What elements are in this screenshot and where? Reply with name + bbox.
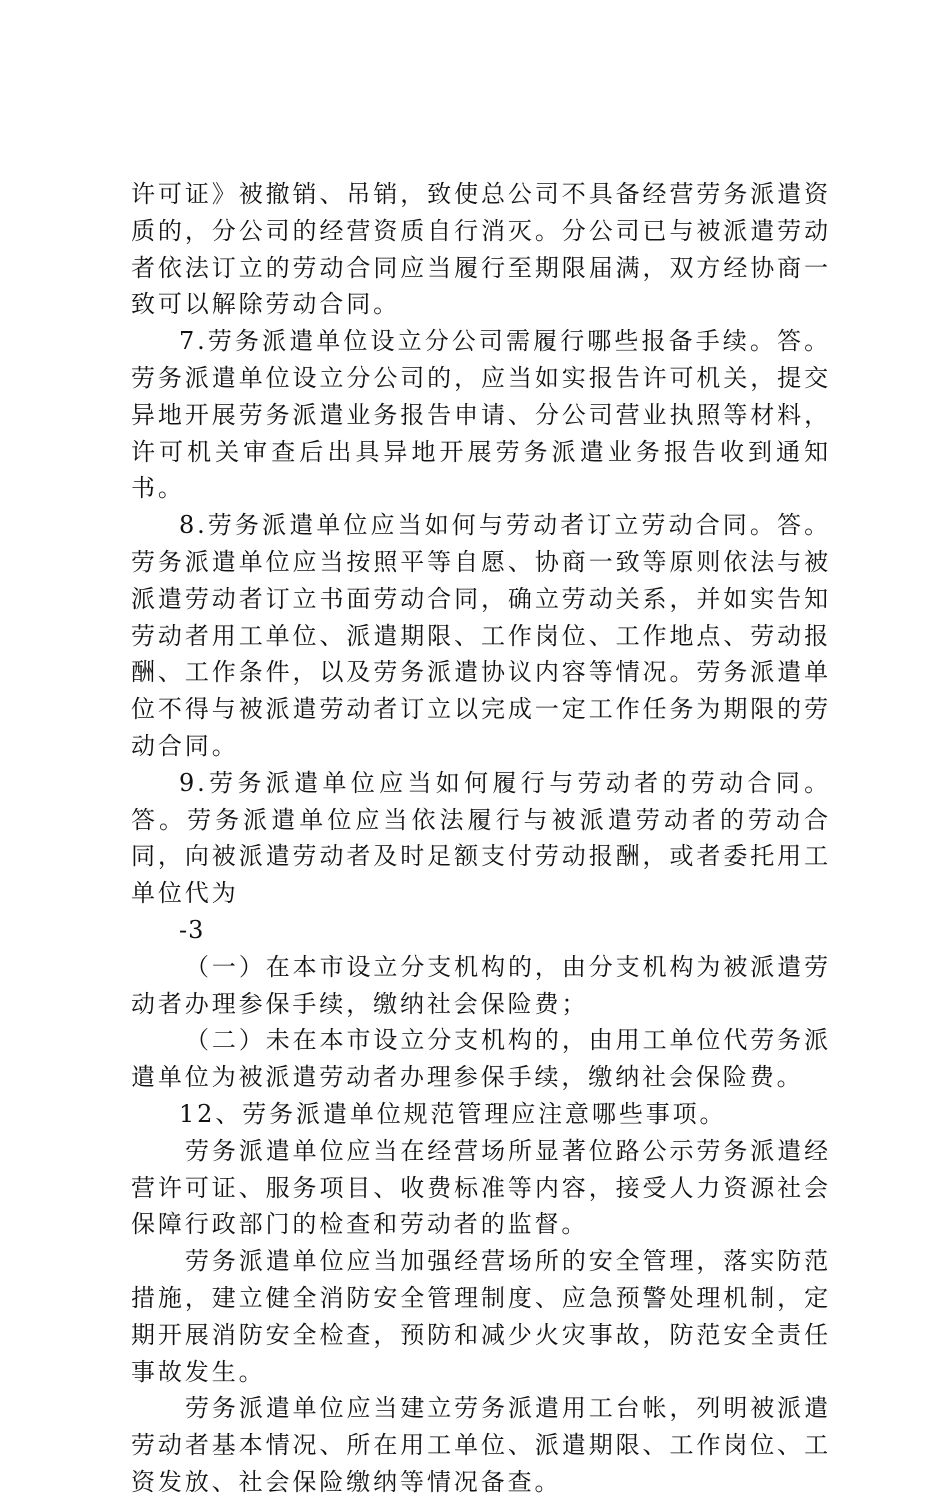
paragraph-public-notice: 劳务派遣单位应当在经营场所显著位路公示劳务派遣经营许可证、服务项目、收费标准等内容，接受人力资源社会保障行政部门的检查和劳动者的监督。 [131, 1136, 831, 1239]
paragraph-question-12: 12、劳务派遣单位规范管理应注意哪些事项。 [179, 1099, 727, 1128]
paragraph-employment-ledger: 劳务派遣单位应当建立劳务派遣用工台帐，列明被派遣劳动者基本情况、所在用工单位、派遣期限、工作岗位、工资发放、社会保险缴纳等情况备查。 [131, 1394, 831, 1496]
document-body [131, 176, 831, 1501]
paragraph-question-8: 8.劳务派遣单位应当如何与劳动者订立劳动合同。答。劳务派遣单位应当按照平等自愿、协商一致等原则依法与被派遣劳动者订立书面劳动合同，确立劳动关系，并如实告知劳动者用工单位、派遣期限、工作岗位、工作地点、劳动报酬、工作条件，以及劳务派遣协议内容等情况。劳务派遣单位不得与被派遣劳动者订立以完成一定工作任务为期限的劳动合同。 [131, 511, 831, 760]
paragraph-question-7: 7.劳务派遣单位设立分公司需履行哪些报备手续。答。劳务派遣单位设立分公司的，应当如实报告许可机关，提交异地开展劳务派遣业务报告申请、分公司营业执照等材料，许可机关审查后出具异地开展劳务派遣业务报告收到通知书。 [131, 327, 831, 503]
paragraph-question-9: 9.劳务派遣单位应当如何履行与劳动者的劳动合同。答。劳务派遣单位应当依法履行与被派遣劳动者的劳动合同，向被派遣劳动者及时足额支付劳动报酬，或者委托用工单位代为 [131, 768, 831, 908]
paragraph-continuation: 许可证》被撤销、吊销，致使总公司不具备经营劳务派遣资质的，分公司的经营资质自行消灭。分公司已与被派遣劳动者依法订立的劳动合同应当履行至期限届满，双方经协商一致可以解除劳动合同。 [131, 180, 831, 319]
paragraph-item-1: （一）在本市设立分支机构的，由分支机构为被派遣劳动者办理参保手续，缴纳社会保险费； [131, 952, 831, 1018]
page-number: -3 [179, 915, 205, 944]
paragraph-safety-management: 劳务派遣单位应当加强经营场所的安全管理，落实防范措施，建立健全消防安全管理制度、应急预警处理机制，定期开展消防安全检查，预防和减少火灾事故，防范安全责任事故发生。 [131, 1247, 831, 1386]
paragraph-item-2: （二）未在本市设立分支机构的，由用工单位代劳务派遣单位为被派遣劳动者办理参保手续，缴纳社会保险费。 [131, 1026, 831, 1092]
